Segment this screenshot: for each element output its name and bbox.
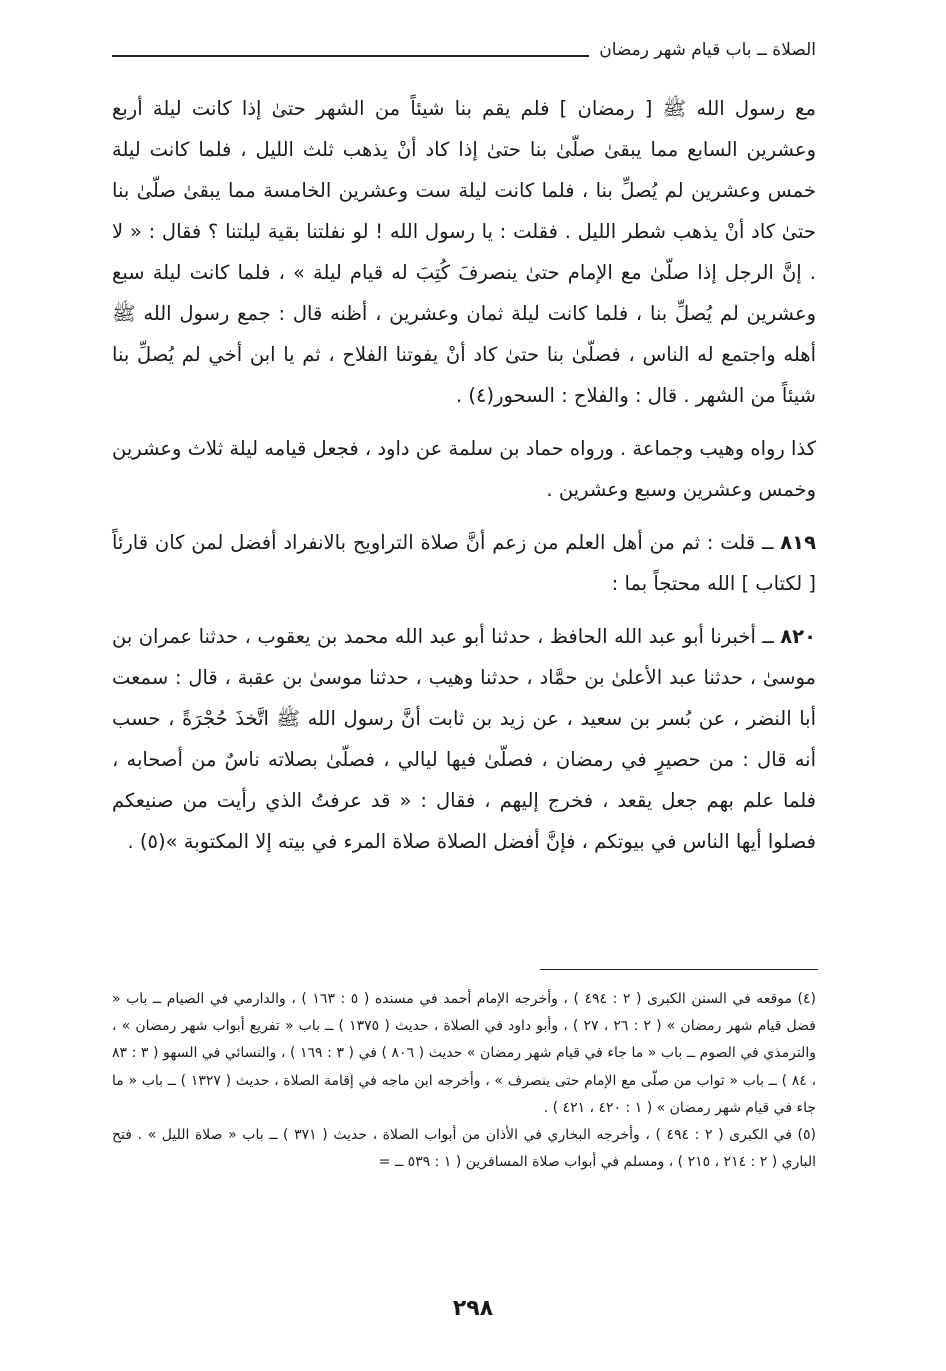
item-number-820: ٨٢٠ <box>780 625 816 648</box>
header-rule <box>112 55 589 57</box>
paragraph-commentary: كذا رواه وهيب وجماعة . ورواه حماد بن سلمة عن داود ، فجعل قيامه ليلة ثلاث وعشرين وخمس وعشرين وسبع وعشرين . <box>112 437 816 501</box>
page-number: ٢٩٨ <box>452 1296 494 1321</box>
paragraph-820-text: ــ أخبرنا أبو عبد الله الحافظ ، حدثنا أبو عبد الله محمد بن يعقوب ، حدثنا عمران بن موسىٰ ، حدثنا عبد الأعلىٰ بن حمَّاد ، حدثنا وهيب ، حدثنا موسىٰ بن عقبة ، قال : سمعت أبا النضر ، عن بُسر بن سعيد ، عن زيد بن ثابت أنَّ رسول الله ﷺ اتَّخذَ حُجْرَةً ، حسب أنه قال : من حصيرٍ في رمضان ، فصلّىٰ فيها ليالي ، فصلّىٰ بصلاته ناسٌ من أصحابه ، فلما علم بهم جعل يقعد ، فخرج إليهم ، فقال : « قد عرفتُ الذي رأيت من صنيعكم فصلوا أيها الناس في بيوتكم ، فإنَّ أفضل الصلاة صلاة المرء في بيته إلا المكتوبة »(٥) . <box>112 625 816 853</box>
footnote-divider <box>540 969 818 970</box>
main-text <box>112 88 816 862</box>
running-header <box>112 30 816 62</box>
paragraph-820 <box>112 616 816 862</box>
paragraph-hadith-818-end: مع رسول الله ﷺ [ رمضان ] فلم يقم بنا شيئاً من الشهر حتىٰ إذا كانت ليلة أربع وعشرين السابع مما يبقىٰ صلّىٰ بنا حتىٰ إذا كاد أنْ يذهب ثلث الليل ، فلما كانت ليلة خمس وعشرين لم يُصلِّ بنا ، فلما كانت ليلة ست وعشرين الخامسة مما يبقىٰ صلّىٰ بنا حتىٰ كاد أنْ يذهب شطر الليل . فقلت : يا رسول الله ! لو نفلتنا بقية ليلتنا ؟ فقال : « لا . إنَّ الرجل إذا صلّىٰ مع الإمام حتىٰ ينصرفَ كُتِبَ له قيام ليلة » ، فلما كانت ليلة سبع وعشرين لم يُصلِّ بنا ، فلما كانت ليلة ثمان وعشرين ، أظنه قال : جمع رسول الله ﷺ أهله واجتمع له الناس ، فصلّىٰ بنا حتىٰ كاد أنْ يفوتنا الفلاح ، ثم يا ابن أخي لم يُصلِّ بنا شيئاً من الشهر . قال : والفلاح : السحور(٤) . <box>112 97 816 407</box>
paragraph-819-text: ــ قلت : ثم من أهل العلم من زعم أنَّ صلاة التراويح بالانفراد أفضل لمن كان قارئاً [ لكتاب ] الله محتجاً بما : <box>112 531 816 595</box>
footnote-4: (٤) موقعه في السنن الكبرى ( ٢ : ٤٩٤ ) ، وأخرجه الإمام أحمد في مسنده ( ٥ : ١٦٣ ) ، والدارمي في الصيام ــ باب « فضل قيام شهر رمضان » ( ٢ : ٢٦ ، ٢٧ ) ، وأبو داود في الصلاة ، حديث ( ١٣٧٥ ) ــ باب « تفريع أبواب شهر رمضان » ، والترمذي في الصوم ــ باب « ما جاء في قيام شهر رمضان » حديث ( ٨٠٦ ) في ( ٣ : ١٦٩ ) ، والنسائي في السهو ( ٣ : ٨٣ ، ٨٤ ) ــ باب « ثواب من صلّى مع الإمام حتى ينصرف » ، وأخرجه ابن ماجه في إقامة الصلاة ، حديث ( ١٣٢٧ ) ــ باب « ما جاء في قيام شهر رمضان » ( ١ : ٤٢٠ ، ٤٢١ ) . <box>112 991 817 1116</box>
footnotes <box>112 986 816 1176</box>
paragraph-819 <box>112 522 816 604</box>
item-number-819: ٨١٩ <box>780 531 816 554</box>
header-title: الصلاة ــ باب قيام شهر رمضان <box>599 40 816 60</box>
footnote-5: (٥) في الكبرى ( ٢ : ٤٩٤ ) ، وأخرجه البخاري في الأذان من أبواب الصلاة ، حديث ( ٣٧١ ) ــ باب « صلاة الليل » . فتح الباري ( ٢ : ٢١٤ ، ٢١٥ ) ، ومسلم في أبواب صلاة المسافرين ( ١ : ٥٣٩ ــ = <box>112 1127 816 1171</box>
